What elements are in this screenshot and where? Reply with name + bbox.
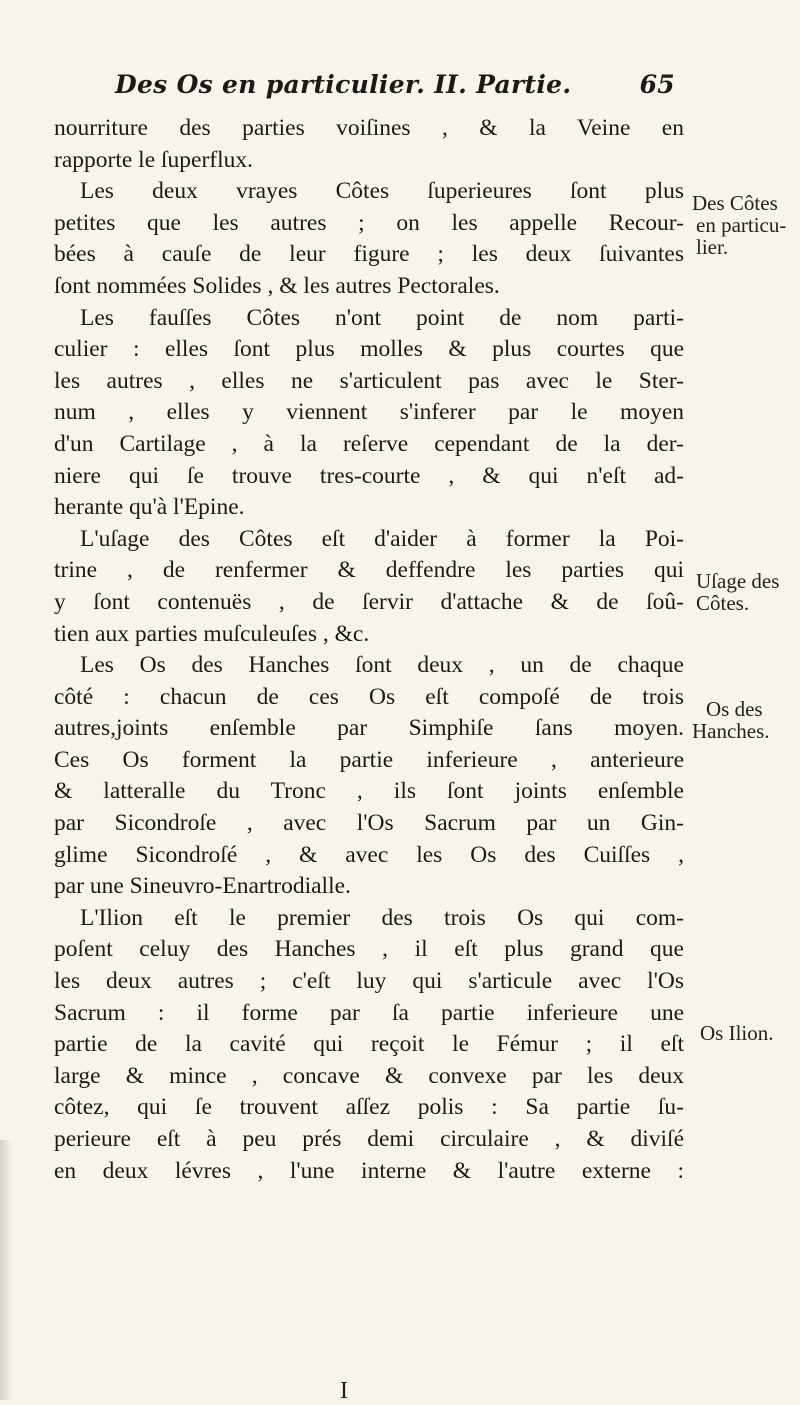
text-line: & latteralle du Tronc , ils ſont joints enſemble — [54, 778, 684, 805]
text-line: large & mince , concave & convexe par les deux — [54, 1062, 684, 1089]
text-line: par une Sineuvro-Enartrodialle. — [54, 873, 351, 900]
margin-note-os-des-hanches — [692, 698, 797, 742]
page-number: 65 — [639, 70, 675, 99]
text-line: ſont nommées Solides , & les autres Pectorales. — [54, 272, 500, 299]
page-edge-shadow — [0, 1140, 12, 1400]
text-line: partie de la cavité qui reçoit le Fémur ; il eſt — [54, 1031, 684, 1058]
text-line: num , elles y viennent s'inferer par le moyen — [54, 399, 684, 426]
margin-note-line: Os des — [706, 697, 763, 721]
text-line: perieure eſt à peu prés demi circulaire , & diviſé — [54, 1126, 684, 1152]
text-line: les autres , elles ne s'articulent pas avec le Ster- — [54, 367, 684, 394]
margin-note-des-cotes — [692, 192, 797, 258]
margin-note-line: Os Ilion. — [700, 1021, 774, 1045]
text-line: par Sicondroſe , avec l'Os Sacrum par un Gin- — [54, 810, 684, 837]
text-line: Ces Os forment la partie inferieure , anterieure — [54, 746, 684, 773]
running-title: Des Os en particulier. II. Partie. — [115, 70, 572, 99]
text-line: nourriture des parties voiſines , & la Veine en — [54, 115, 684, 141]
margin-note-os-ilion — [692, 1022, 797, 1044]
body-text — [54, 113, 684, 1187]
text-line: niere qui ſe trouve tres-courte , & qui n'eſt ad- — [54, 462, 684, 489]
signature-mark: I — [340, 1378, 348, 1404]
text-line: autres,joints enſemble par Simphiſe ſans moyen. — [54, 715, 684, 742]
text-line: poſent celuy des Hanches , il eſt plus grand que — [54, 936, 684, 963]
text-line: Sacrum : il forme par ſa partie inferieure une — [54, 999, 684, 1026]
text-line: Les fauſſes Côtes n'ont point de nom parti- — [80, 304, 684, 331]
text-line: glime Sicondroſé , & avec les Os des Cuiſſes , — [54, 841, 684, 868]
text-line: L'Ilion eſt le premier des trois Os qui com- — [80, 904, 684, 931]
text-line: herante qu'à l'Epine. — [54, 494, 245, 521]
margin-note-line: Côtes. — [696, 591, 750, 615]
margin-note-usage-des-cotes — [692, 570, 797, 614]
text-line: petites que les autres ; on les appelle Recour- — [54, 209, 684, 236]
text-line: trine , de renfermer & deffendre les parties qui — [54, 557, 684, 584]
text-line: L'uſage des Côtes eſt d'aider à former la Poi- — [80, 525, 684, 552]
text-line: côtez, qui ſe trouvent aſſez polis : Sa partie ſu- — [54, 1094, 684, 1121]
margin-note-line: lier. — [696, 235, 729, 259]
text-line: côté : chacun de ces Os eſt compoſé de trois — [54, 683, 684, 710]
margin-note-line: Hanches. — [692, 719, 770, 743]
text-line: Les deux vrayes Côtes ſuperieures ſont plus — [80, 178, 684, 205]
margin-note-line: Uſage des — [696, 569, 780, 593]
text-line: Les Os des Hanches ſont deux , un de chaque — [80, 652, 684, 679]
margin-note-line: Des Côtes — [692, 191, 778, 215]
running-header — [115, 70, 675, 106]
text-line: d'un Cartilage , à la reſerve cependant de la der- — [54, 430, 684, 457]
text-line: rapporte le ſuperflux. — [54, 146, 254, 173]
margin-note-line: en particu- — [696, 213, 787, 237]
text-line: tien aux parties muſculeuſes , &c. — [54, 620, 370, 647]
text-line: en deux lévres , l'une interne & l'autre externe : — [54, 1157, 684, 1184]
text-line: les deux autres ; c'eſt luy qui s'articule avec l'Os — [54, 968, 684, 995]
text-line: y ſont contenuës , de ſervir d'attache & de ſoû- — [54, 588, 684, 615]
text-line: culier : elles ſont plus molles & plus courtes que — [54, 336, 684, 363]
text-line: bées à cauſe de leur figure ; les deux ſuivantes — [54, 241, 684, 268]
